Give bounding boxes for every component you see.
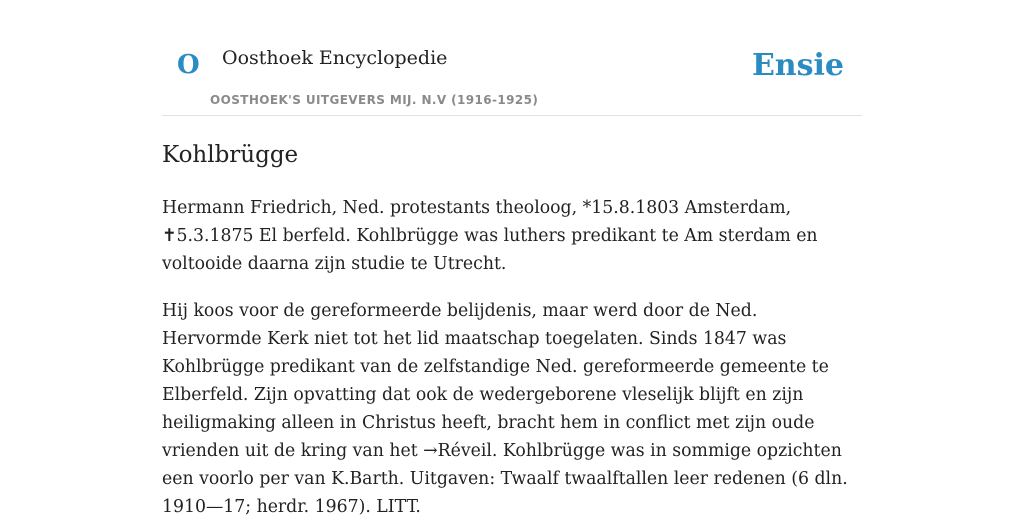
- article-paragraph: Hermann Friedrich, Ned. protestants theoloog, *15.8.1803 Amsterdam, ✝5.3.1875 El berfeld. Kohlbrügge was luthers predikant te Am sterdam en voltooide daarna zijn studie te Utrecht.: [162, 197, 818, 274]
- article-title: Kohlbrügge: [162, 142, 299, 168]
- publisher-label: OOSTHOEK'S UITGEVERS MIJ. N.V (1916-1925): [210, 93, 539, 107]
- ensie-logo-link[interactable]: Ensie: [751, 48, 844, 83]
- page: [162, 0, 862, 521]
- article-paragraph: Hij koos voor de gereformeerde belijdenis, maar werd door de Ned. Hervormde Kerk niet tot het lid maatschap toegelaten. Sinds 1847 was Kohlbrügge predikant van de zelfstandige Ned. gereformeerde gemeente te Elberfeld. Zijn opvatting dat ook de wedergeborene vleselijk blijft en zijn heiligmaking alleen in Christus heeft, bracht hem in conflict met zijn oude vrienden uit de kring van het →Réveil. Kohlbrügge was in sommige opzichten een voorlo per van K.Barth. Uitgaven: Twaalf twaalftallen leer redenen (6 dln. 1910—17; herdr. 1967). LITT.: [162, 300, 848, 517]
- site-logo[interactable]: O: [177, 50, 200, 80]
- site-title-link[interactable]: Oosthoek Encyclopedie: [222, 47, 448, 69]
- site-header: [162, 0, 862, 116]
